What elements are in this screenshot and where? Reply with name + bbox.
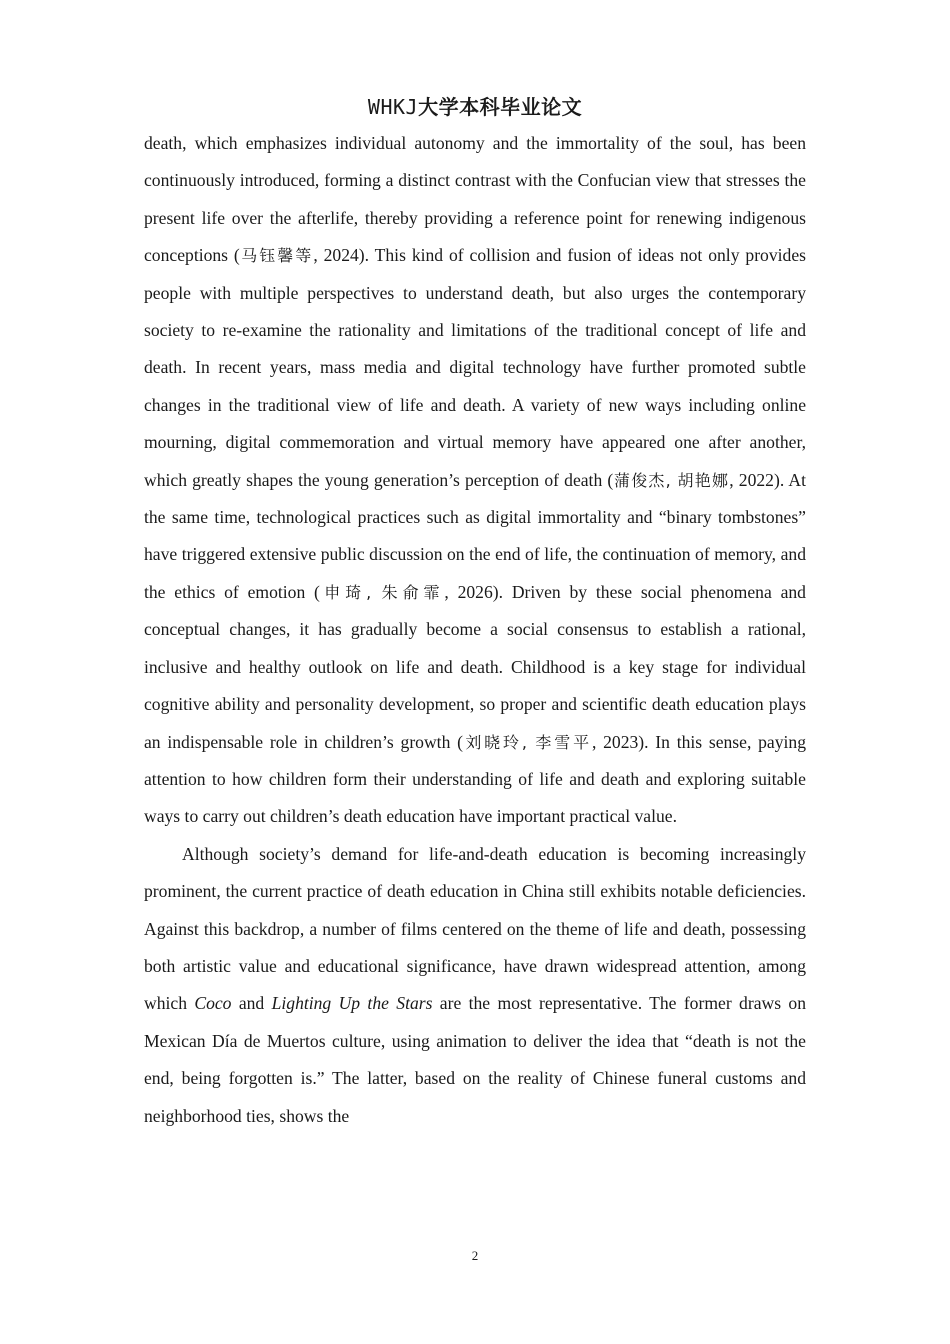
paragraph-text: are the most representative. The former draws on Mexican Día de Muertos culture, using animation to deliver the idea that “death is not the end, being forgotten is.” The latter, based on the reality of Chinese funeral customs and neighborhood ties, shows the	[144, 993, 806, 1126]
paragraph-text: , 2024). This kind of collision and fusion of ideas not only provides people with multiple perspectives to understand death, but also urges the contemporary society to re-examine the rationality and limitations of the traditional concept of life and death. In recent years, mass media and digital technology have further promoted subtle changes in the traditional view of life and death. A variety of new ways including online mourning, digital commemoration and virtual memory have appeared one after another, which greatly shapes the young generation’s perception of death (	[144, 245, 806, 490]
page-header	[0, 94, 950, 120]
film-title: Lighting Up the Stars	[271, 993, 433, 1014]
paragraph-text: Although society’s demand for life-and-death education is becoming increasingly prominent, the current practice of death education in China still exhibits notable deficiencies. Against this backdrop, a number of films centered on the theme of life and death, possessing both artistic value and educational significance, have drawn widespread attention, among which	[144, 843, 806, 1014]
film-title: Coco	[194, 993, 232, 1014]
page-number: 2	[471, 1248, 479, 1263]
header-institution-code: WHKJ	[367, 95, 419, 119]
citation-author: 蒲俊杰, 胡艳娜	[613, 470, 730, 490]
citation-author: 马钰馨等	[239, 246, 314, 266]
paragraph-text: , 2026). Driven by these social phenomena and conceptual changes, it has gradually become a social consensus to establish a rational, inclusive and healthy outlook on life and death. Childhood is a key stage for individual cognitive ability and personality development, so proper and scientific death education plays an indispensable role in children’s growth (	[144, 581, 806, 752]
main-body-text	[144, 125, 806, 1135]
citation-author: 刘晓玲, 李雪平	[462, 732, 592, 752]
paragraph-text: death, which emphasizes individual autonomy and the immortality of the soul, has been continuously introduced, forming a distinct contrast with the Confucian view that stresses the present life over the afterlife, thereby providing a reference point for renewing indigenous conceptions (	[144, 133, 806, 266]
header-thesis-title: 大学本科毕业论文	[418, 95, 583, 119]
paragraph-text: and	[231, 993, 272, 1014]
paragraph-text: , 2022). At the same time, technological practices such as digital immortality and “binary tombstones” have triggered extensive public discussion on the end of life, the continuation of memory, and the ethics of emotion (	[144, 469, 806, 602]
paragraph	[144, 125, 806, 836]
citation-author: 申琦, 朱俞霏	[319, 582, 445, 602]
paragraph-text: , 2023). In this sense, paying attention to how children form their understanding of life and death and exploring suitable ways to carry out children’s death education have important practical value.	[144, 731, 806, 827]
paragraph	[144, 836, 806, 1135]
